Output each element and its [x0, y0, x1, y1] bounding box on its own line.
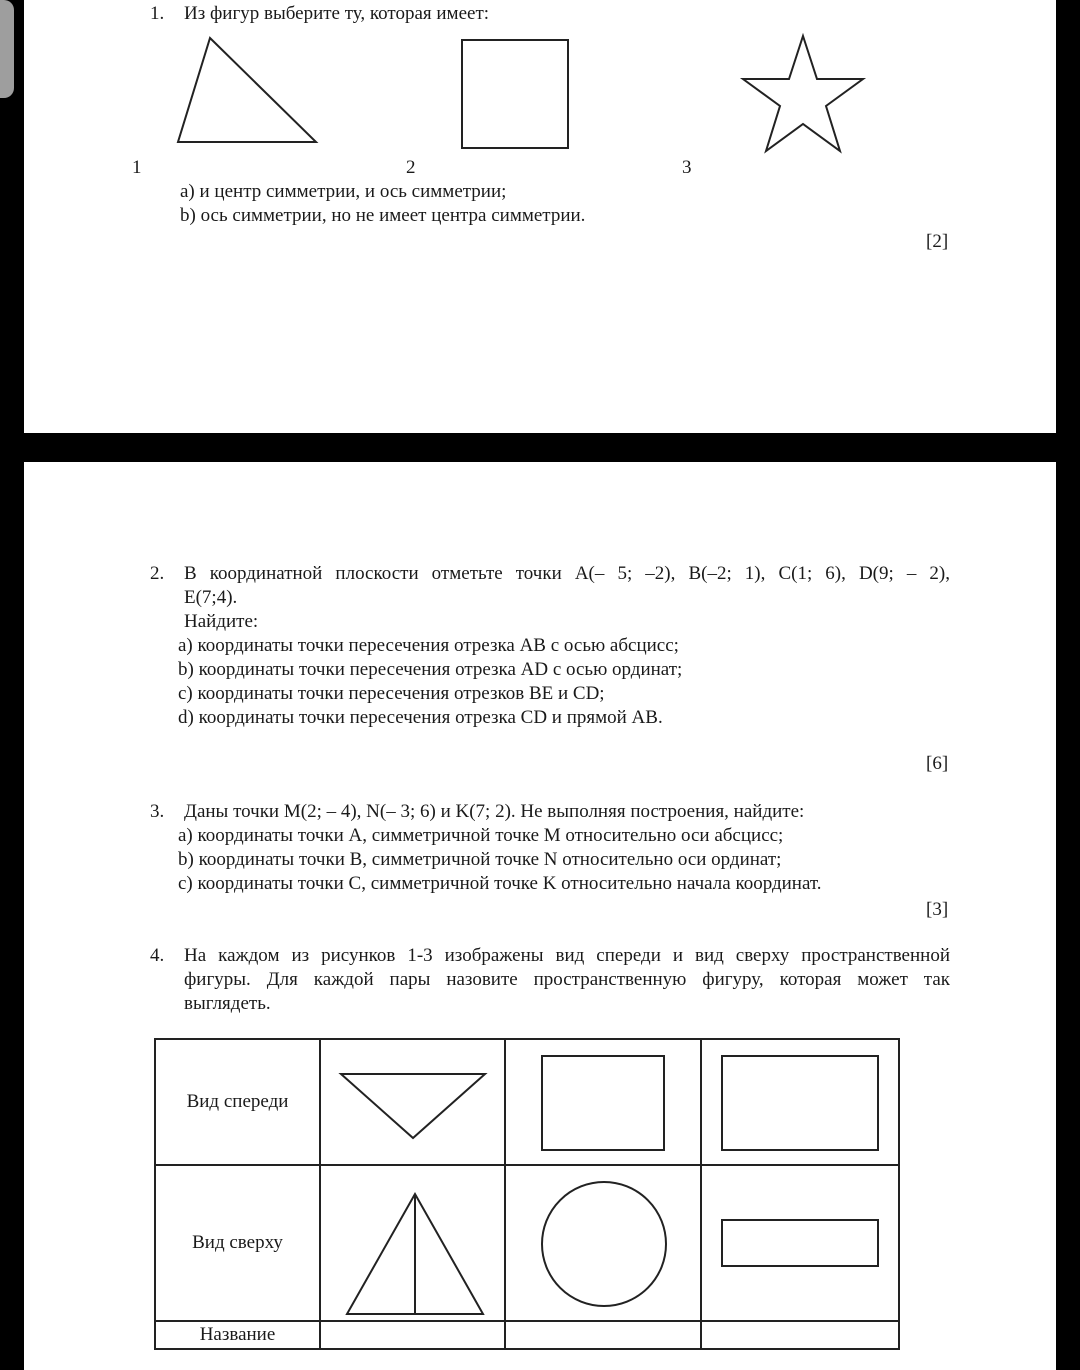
task1-question: Из фигур выберите ту, которая имеет:	[184, 3, 490, 24]
front-view-2	[505, 1039, 701, 1165]
views-table	[154, 1038, 900, 1350]
task4-line1: На каждом из рисунков 1-3 изображены вид спереди и вид сверху пространственной	[184, 945, 950, 966]
table-row-front	[155, 1039, 899, 1165]
task1-option-b: b) ось симметрии, но не имеет центра симметрии.	[180, 205, 586, 226]
inverted-triangle-shape	[321, 1040, 504, 1164]
row-label-front: Вид спереди	[155, 1039, 320, 1165]
task2-item-c: c) координаты точки пересечения отрезков BE и CD;	[178, 683, 605, 704]
figure-label-2: 2	[406, 157, 416, 178]
front-view-1	[320, 1039, 505, 1165]
task4-line2: фигуры. Для каждой пары назовите пространственную фигуру, которая может так	[184, 969, 950, 990]
task4-number: 4.	[150, 945, 165, 966]
task2-line2: E(7;4).	[184, 587, 238, 608]
front-view-3	[701, 1039, 899, 1165]
page-1	[24, 0, 1056, 433]
rectangle-shape	[702, 1040, 898, 1164]
task2-number: 2.	[150, 563, 165, 584]
task2-line1: В координатной плоскости отметьте точки A(– 5; –2), B(–2; 1), C(1; 6), D(9; – 2),	[184, 563, 950, 584]
task1-score: [2]	[926, 231, 949, 252]
table-row-top	[155, 1165, 899, 1321]
figure-label-3: 3	[682, 157, 692, 178]
task2-item-d: d) координаты точки пересечения отрезка CD и прямой AB.	[178, 707, 663, 728]
top-view-3	[701, 1165, 899, 1321]
star-figure	[740, 34, 866, 154]
name-answer-2[interactable]	[505, 1321, 701, 1349]
page-2	[24, 462, 1056, 1370]
task3-number: 3.	[150, 801, 165, 822]
row-label-name: Название	[155, 1321, 320, 1349]
table-row-name	[155, 1321, 899, 1349]
task4-line3: выглядеть.	[184, 993, 271, 1014]
flat-rectangle-shape	[702, 1166, 898, 1320]
task2-find: Найдите:	[184, 611, 259, 632]
name-answer-1[interactable]	[320, 1321, 505, 1349]
task3-line1: Даны точки M(2; – 4), N(– 3; 6) и K(7; 2). Не выполняя построения, найдите:	[184, 801, 805, 822]
task1-option-a: a) и центр симметрии, и ось симметрии;	[180, 181, 507, 202]
name-answer-3[interactable]	[701, 1321, 899, 1349]
task2-item-b: b) координаты точки пересечения отрезка AD с осью ординат;	[178, 659, 683, 680]
task3-item-a: a) координаты точки A, симметричной точке M относительно оси абсцисс;	[178, 825, 784, 846]
task3-item-c: c) координаты точки C, симметричной точке K относительно начала координат.	[178, 873, 822, 894]
figure-label-1: 1	[132, 157, 142, 178]
task2-item-a: a) координаты точки пересечения отрезка AB с осью абсцисс;	[178, 635, 679, 656]
square-figure	[460, 38, 570, 150]
row-label-top: Вид сверху	[155, 1165, 320, 1321]
task3-score: [3]	[926, 899, 949, 920]
task1-number: 1.	[150, 3, 165, 24]
triangle-figure	[174, 34, 324, 144]
top-view-2	[505, 1165, 701, 1321]
top-view-1	[320, 1165, 505, 1321]
task2-score: [6]	[926, 753, 949, 774]
circle-shape	[506, 1166, 700, 1320]
square-shape	[506, 1040, 700, 1164]
status-bar-tab	[0, 0, 14, 98]
triangle-with-median-shape	[321, 1166, 504, 1320]
task3-item-b: b) координаты точки B, симметричной точке N относительно оси ординат;	[178, 849, 782, 870]
